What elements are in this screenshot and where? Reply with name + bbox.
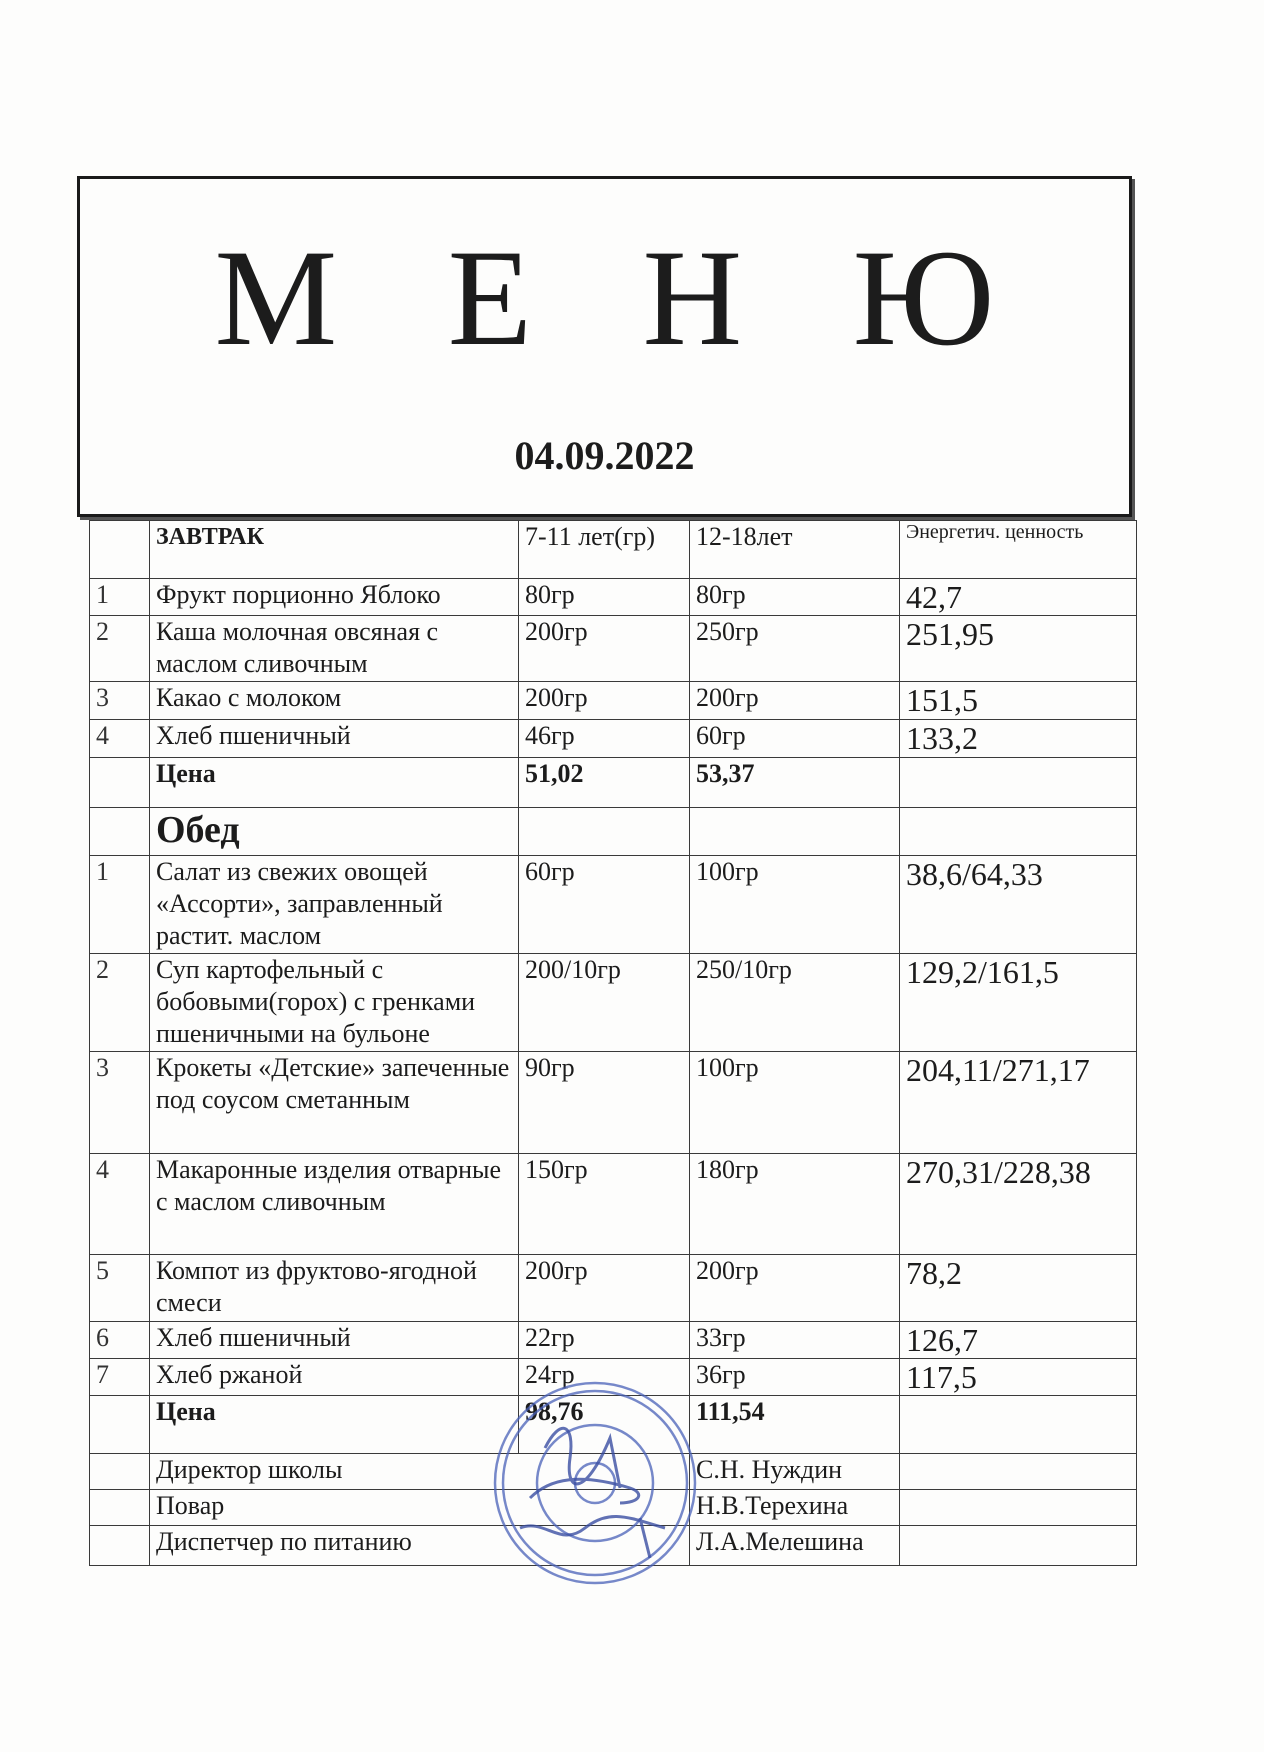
- column-header-num: [90, 521, 150, 579]
- empty-cell: [690, 808, 900, 856]
- page-title: М Е Н Ю: [214, 221, 1033, 374]
- table-row: [90, 682, 1137, 720]
- energy-value: 270,31/228,38: [900, 1154, 1137, 1255]
- portion-12-18: 100гр: [690, 1052, 900, 1154]
- empty-cell: [900, 808, 1137, 856]
- portion-12-18: 250гр: [690, 616, 900, 682]
- dish-name: Суп картофельный с бобовыми(горох) с гренками пшеничными на бульоне: [150, 954, 519, 1052]
- table-row: [90, 1255, 1137, 1322]
- empty-cell: [900, 1490, 1137, 1526]
- energy-value: 251,95: [900, 616, 1137, 682]
- empty-cell: [900, 1454, 1137, 1490]
- empty-cell: [519, 808, 690, 856]
- table-row: [90, 1154, 1137, 1255]
- empty-cell: [900, 758, 1137, 808]
- signature-person: С.Н. Нуждин: [690, 1454, 900, 1490]
- signature-person: Л.А.Мелешина: [690, 1526, 900, 1566]
- portion-12-18: 100гр: [690, 856, 900, 954]
- empty-cell: [90, 1396, 150, 1454]
- breakfast-price-row: [90, 758, 1137, 808]
- signature-role: Диспетчер по питанию: [150, 1526, 690, 1566]
- menu-header-box: [77, 176, 1132, 517]
- menu-table: [89, 520, 1137, 1566]
- portion-12-18: 200гр: [690, 1255, 900, 1322]
- row-num: 4: [90, 720, 150, 758]
- empty-cell: [90, 808, 150, 856]
- column-header-age-7-11: 7-11 лет(гр): [519, 521, 690, 579]
- signature-role: Директор школы: [150, 1454, 690, 1490]
- empty-cell: [90, 1526, 150, 1566]
- dish-name: Компот из фруктово-ягодной смеси: [150, 1255, 519, 1322]
- signature-row: [90, 1454, 1137, 1490]
- row-num: 1: [90, 856, 150, 954]
- table-row: [90, 1052, 1137, 1154]
- dish-name: Салат из свежих овощей «Ассорти», заправленный растит. маслом: [150, 856, 519, 954]
- dish-name: Какао с молоком: [150, 682, 519, 720]
- dish-name: Каша молочная овсяная с маслом сливочным: [150, 616, 519, 682]
- energy-value: 204,11/271,17: [900, 1052, 1137, 1154]
- portion-7-11: 80гр: [519, 579, 690, 616]
- signature-row: [90, 1490, 1137, 1526]
- table-row: [90, 579, 1137, 616]
- portion-12-18: 80гр: [690, 579, 900, 616]
- energy-value: 78,2: [900, 1255, 1137, 1322]
- portion-12-18: 60гр: [690, 720, 900, 758]
- portion-7-11: 200гр: [519, 682, 690, 720]
- menu-date: 04.09.2022: [514, 433, 695, 478]
- row-num: 3: [90, 1052, 150, 1154]
- row-num: 6: [90, 1322, 150, 1359]
- empty-cell: [900, 1526, 1137, 1566]
- table-row: [90, 856, 1137, 954]
- energy-value: 151,5: [900, 682, 1137, 720]
- price-12-18: 53,37: [690, 758, 900, 808]
- portion-12-18: 200гр: [690, 682, 900, 720]
- price-label: Цена: [150, 758, 519, 808]
- column-header-age-12-18: 12-18лет: [690, 521, 900, 579]
- table-row: [90, 1322, 1137, 1359]
- column-header-breakfast: ЗАВТРАК: [150, 521, 519, 579]
- row-num: 4: [90, 1154, 150, 1255]
- portion-12-18: 33гр: [690, 1322, 900, 1359]
- dish-name: Фрукт порционно Яблоко: [150, 579, 519, 616]
- portion-12-18: 250/10гр: [690, 954, 900, 1052]
- table-row: [90, 954, 1137, 1052]
- lunch-label: Обед: [150, 808, 519, 856]
- energy-value: 133,2: [900, 720, 1137, 758]
- row-num: 3: [90, 682, 150, 720]
- portion-12-18: 180гр: [690, 1154, 900, 1255]
- row-num: 1: [90, 579, 150, 616]
- lunch-header-row: [90, 808, 1137, 856]
- energy-value: 129,2/161,5: [900, 954, 1137, 1052]
- lunch-price-row: [90, 1396, 1137, 1454]
- dish-name: Хлеб ржаной: [150, 1359, 519, 1396]
- portion-7-11: 22гр: [519, 1322, 690, 1359]
- table-row: [90, 616, 1137, 682]
- price-label: Цена: [150, 1396, 519, 1454]
- portion-7-11: 200/10гр: [519, 954, 690, 1052]
- table-row: [90, 1359, 1137, 1396]
- empty-cell: [900, 1396, 1137, 1454]
- table-row: [90, 720, 1137, 758]
- energy-value: 38,6/64,33: [900, 856, 1137, 954]
- signature-role: Повар: [150, 1490, 690, 1526]
- empty-cell: [90, 1490, 150, 1526]
- dish-name: Крокеты «Детские» запеченные под соусом сметанным: [150, 1052, 519, 1154]
- dish-name: Хлеб пшеничный: [150, 720, 519, 758]
- signature-row: [90, 1526, 1137, 1566]
- signature-person: Н.В.Терехина: [690, 1490, 900, 1526]
- price-7-11: 98,76: [519, 1396, 690, 1454]
- portion-7-11: 60гр: [519, 856, 690, 954]
- row-num: 2: [90, 616, 150, 682]
- portion-7-11: 46гр: [519, 720, 690, 758]
- breakfast-header-row: [90, 521, 1137, 579]
- dish-name: Макаронные изделия отварные с маслом сливочным: [150, 1154, 519, 1255]
- row-num: 7: [90, 1359, 150, 1396]
- portion-7-11: 150гр: [519, 1154, 690, 1255]
- price-7-11: 51,02: [519, 758, 690, 808]
- energy-value: 42,7: [900, 579, 1137, 616]
- portion-7-11: 200гр: [519, 616, 690, 682]
- portion-7-11: 24гр: [519, 1359, 690, 1396]
- empty-cell: [90, 1454, 150, 1490]
- row-num: 5: [90, 1255, 150, 1322]
- portion-7-11: 200гр: [519, 1255, 690, 1322]
- empty-cell: [90, 758, 150, 808]
- row-num: 2: [90, 954, 150, 1052]
- column-header-energy: Энергетич. ценность: [900, 521, 1137, 579]
- energy-value: 126,7: [900, 1322, 1137, 1359]
- energy-value: 117,5: [900, 1359, 1137, 1396]
- portion-7-11: 90гр: [519, 1052, 690, 1154]
- price-12-18: 111,54: [690, 1396, 900, 1454]
- portion-12-18: 36гр: [690, 1359, 900, 1396]
- dish-name: Хлеб пшеничный: [150, 1322, 519, 1359]
